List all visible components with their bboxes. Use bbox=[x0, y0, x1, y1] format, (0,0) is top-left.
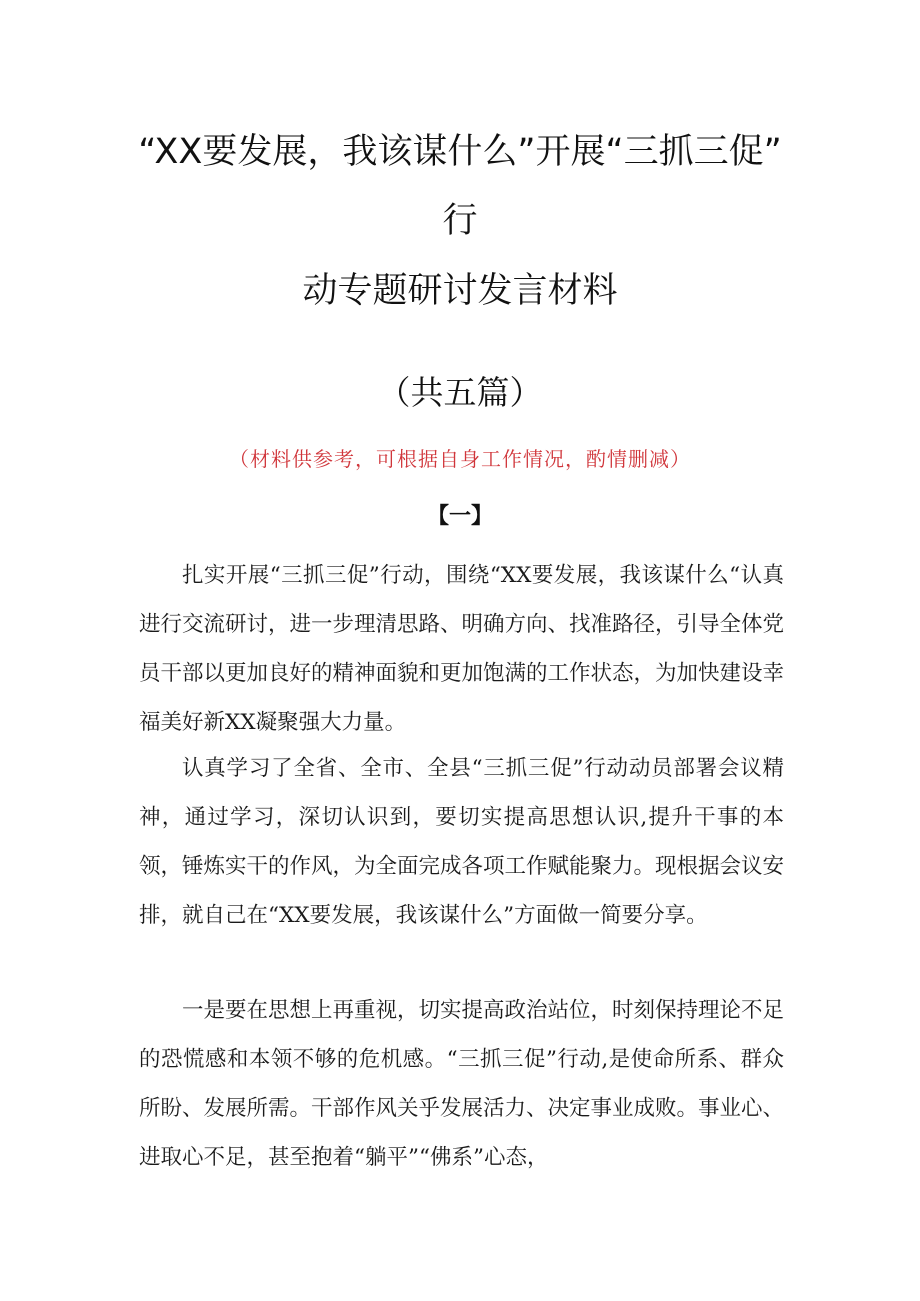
section-marker: 【一】 bbox=[426, 504, 493, 529]
document-title-line-1: “XX要发展，我该谋什么”开展“三抓三促” bbox=[138, 132, 782, 172]
document-title-line-2: 行 bbox=[442, 201, 478, 241]
article-count: （共五篇） bbox=[377, 373, 543, 412]
body-paragraph-1: 扎实开展“三抓三促”行动，围绕“XX要发展，我该谋什么“认真进行交流研讨，进一步理清思路、明确方向、找准路径，引导全体党员干部以更加良好的精神面貌和更加饱满的工作状态，为加快建设幸福美好新XX凝聚强大力量。 bbox=[139, 563, 785, 735]
body-paragraph-3: 一是要在思想上再重视，切实提高政治站位，时刻保持理论不足的恐慌感和本领不够的危机感。“三抓三促”行动,是使命所系、群众所盼、发展所需。干部作风关乎发展活力、决定事业成败。事业心、进取心不足，甚至抱着“躺平”“佛系”心态， bbox=[139, 998, 785, 1170]
document-title-line-3: 动专题研讨发言材料 bbox=[302, 271, 618, 311]
reference-note: （材料供参考，可根据自身工作情况，酌情删减） bbox=[229, 447, 691, 471]
body-paragraph-2: 认真学习了全省、全市、全县“三抓三促”行动动员部署会议精神，通过学习，深切认识到，要切实提高思想认识,提升干事的本领，锤炼实干的作风，为全面完成各项工作赋能聚力。现根据会议安排，就自己在“XX要发展，我该谋什么”方面做一简要分享。 bbox=[139, 756, 785, 928]
